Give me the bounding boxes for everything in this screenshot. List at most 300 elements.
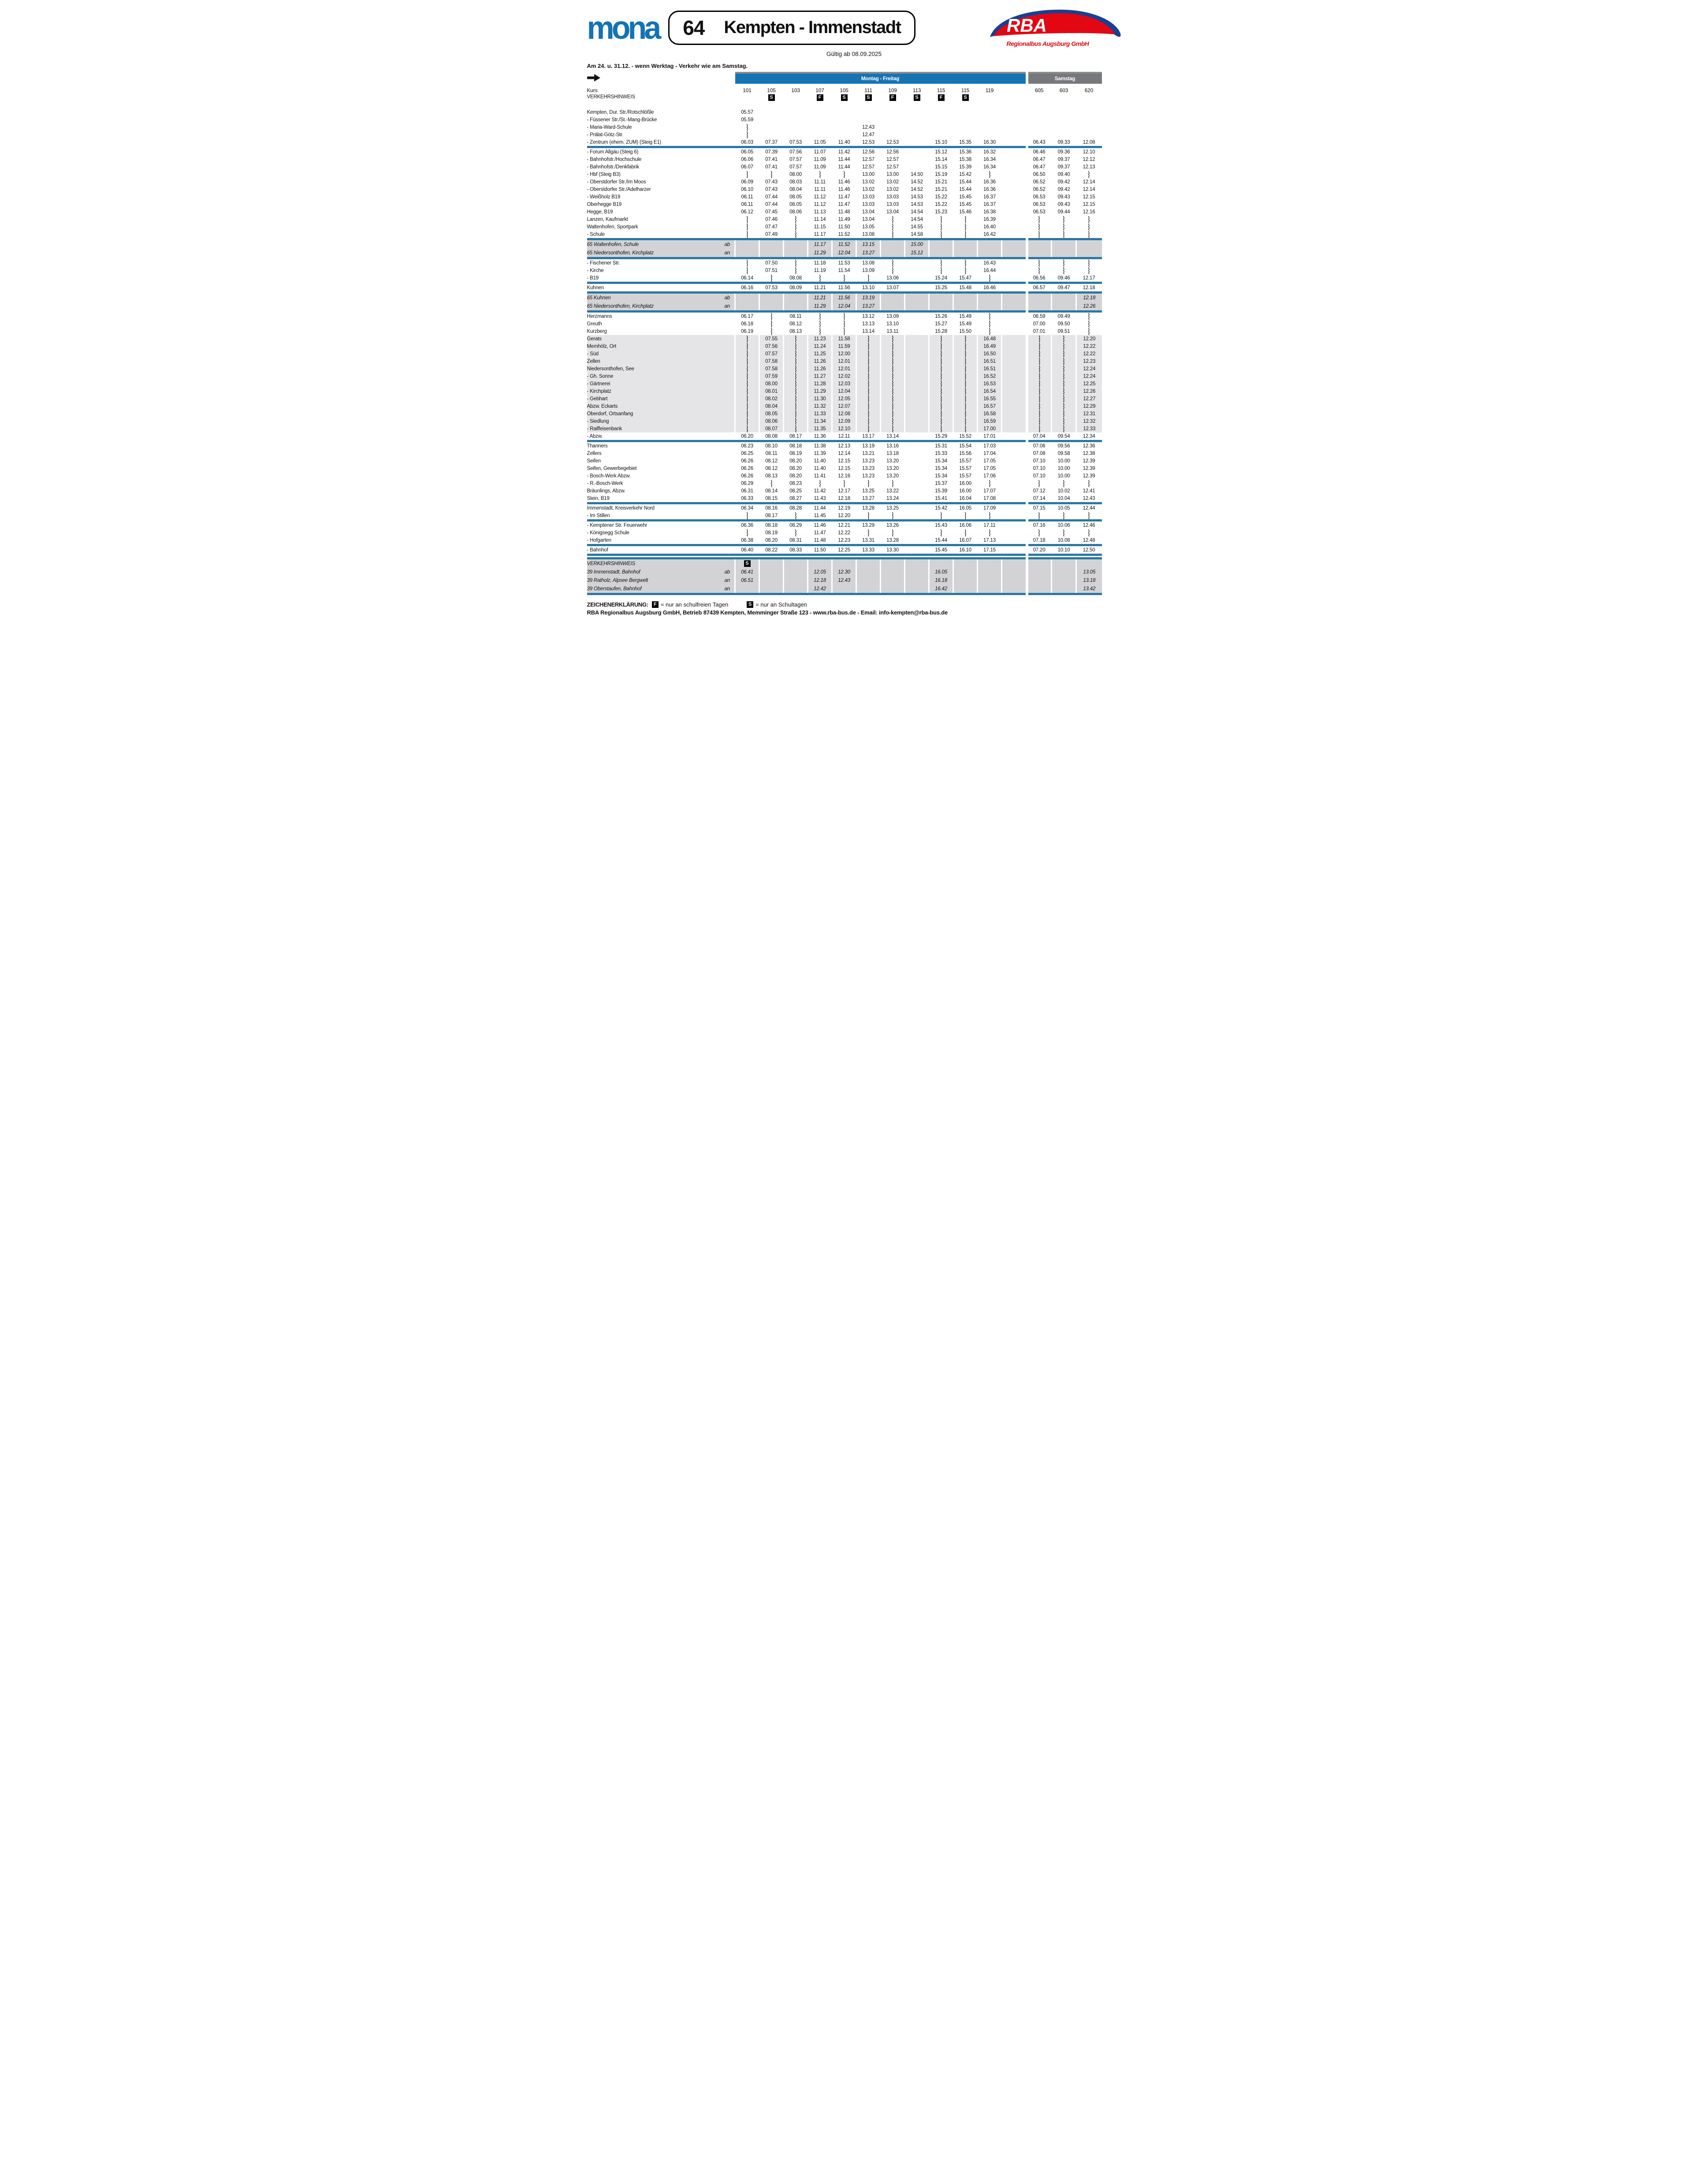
stop-row bbox=[587, 335, 1102, 343]
course-number: 620 bbox=[1084, 87, 1094, 93]
time-value: 07.37 bbox=[765, 139, 778, 145]
spacer-cell bbox=[1002, 480, 1027, 487]
time-cell bbox=[1027, 380, 1052, 387]
time-cell bbox=[856, 559, 881, 568]
time-cell bbox=[929, 259, 953, 267]
time-cell bbox=[929, 529, 953, 536]
time-cell bbox=[929, 123, 953, 131]
stop-row bbox=[587, 504, 1102, 512]
time-cell bbox=[978, 480, 1002, 487]
time-value: 11.45 bbox=[814, 513, 826, 518]
time-value: 11.30 bbox=[814, 396, 826, 402]
time-cell bbox=[735, 395, 759, 402]
time-value: 07.49 bbox=[765, 231, 778, 237]
time-cell bbox=[784, 372, 808, 380]
time-cell bbox=[953, 193, 978, 201]
time-cell bbox=[953, 512, 978, 519]
time-cell bbox=[735, 380, 759, 387]
skip-stop-icon bbox=[891, 231, 894, 238]
spacer-cell bbox=[1002, 208, 1027, 216]
time-cell bbox=[1027, 156, 1052, 163]
time-cell bbox=[832, 504, 856, 512]
stop-name: - Maria-Ward-Schule bbox=[587, 124, 632, 130]
skip-stop-icon bbox=[794, 410, 797, 417]
time-value: 13.11 bbox=[886, 328, 899, 334]
time-value: 09.42 bbox=[1057, 179, 1070, 185]
time-value: 15.12 bbox=[911, 250, 923, 256]
time-cell bbox=[1076, 472, 1102, 480]
time-cell bbox=[808, 284, 832, 291]
time-cell bbox=[735, 148, 759, 156]
time-cell bbox=[856, 335, 881, 343]
time-value: 07.41 bbox=[765, 164, 778, 170]
skip-stop-icon bbox=[891, 343, 894, 350]
time-value: 15.45 bbox=[935, 547, 947, 553]
time-cell bbox=[1027, 512, 1052, 519]
time-cell bbox=[881, 320, 905, 328]
time-value: 15.42 bbox=[959, 171, 971, 177]
time-cell bbox=[1076, 116, 1102, 123]
time-cell bbox=[953, 380, 978, 387]
time-cell bbox=[1076, 193, 1102, 201]
monday-friday-bar: Montag - Freitag bbox=[735, 73, 1027, 84]
time-value: 08.11 bbox=[765, 451, 778, 456]
time-cell bbox=[905, 178, 929, 186]
time-value: 08.03 bbox=[789, 179, 802, 185]
time-cell bbox=[832, 585, 856, 593]
time-value: 11.52 bbox=[838, 231, 850, 237]
time-cell bbox=[905, 536, 929, 544]
time-value: 16.05 bbox=[959, 505, 971, 511]
time-value: 12.57 bbox=[862, 164, 874, 170]
time-cell bbox=[1052, 294, 1076, 302]
stop-row bbox=[587, 259, 1102, 267]
stop-name: - Schule bbox=[587, 231, 605, 237]
course-symbol-cell bbox=[881, 93, 905, 108]
time-value: 17.05 bbox=[983, 458, 996, 464]
time-cell bbox=[881, 131, 905, 138]
time-cell bbox=[759, 372, 784, 380]
time-cell bbox=[784, 249, 808, 257]
time-cell bbox=[832, 201, 856, 208]
time-value: 12.12 bbox=[1083, 156, 1095, 162]
time-value: 12.17 bbox=[838, 488, 850, 494]
time-cell bbox=[856, 343, 881, 350]
stop-name-cell bbox=[587, 395, 735, 402]
time-cell bbox=[1052, 267, 1076, 274]
time-value: 12.01 bbox=[838, 358, 850, 364]
time-cell bbox=[978, 284, 1002, 291]
time-cell bbox=[832, 357, 856, 365]
time-cell bbox=[1052, 123, 1076, 131]
time-value: 11.39 bbox=[814, 451, 826, 456]
spacer-cell bbox=[1002, 521, 1027, 529]
skip-stop-icon bbox=[891, 395, 894, 402]
time-value: 13.18 bbox=[1083, 577, 1096, 583]
time-cell bbox=[759, 138, 784, 146]
time-cell bbox=[856, 585, 881, 593]
time-cell bbox=[832, 350, 856, 357]
time-value: 14.53 bbox=[911, 194, 923, 200]
time-cell bbox=[784, 568, 808, 576]
time-cell bbox=[1052, 156, 1076, 163]
skip-stop-icon bbox=[988, 480, 991, 487]
time-cell bbox=[856, 240, 881, 249]
time-value: 16.54 bbox=[983, 388, 996, 394]
time-cell bbox=[832, 284, 856, 291]
time-cell bbox=[759, 320, 784, 328]
time-cell bbox=[1076, 249, 1102, 257]
time-cell bbox=[905, 529, 929, 536]
time-value: 16.37 bbox=[983, 201, 996, 207]
time-value: 06.20 bbox=[741, 433, 753, 439]
stop-name-cell bbox=[587, 274, 735, 282]
time-cell bbox=[929, 284, 953, 291]
time-value: 11.54 bbox=[838, 268, 850, 273]
time-value: 11.29 bbox=[814, 303, 826, 309]
time-cell bbox=[808, 559, 832, 568]
time-value: 15.34 bbox=[935, 458, 947, 464]
stop-name: - Hofgarten bbox=[587, 537, 611, 543]
time-cell bbox=[978, 302, 1002, 310]
stop-name-cell bbox=[587, 343, 735, 350]
time-value: 12.15 bbox=[1083, 201, 1095, 207]
stop-name-cell bbox=[587, 457, 735, 465]
time-cell bbox=[881, 504, 905, 512]
time-cell bbox=[905, 410, 929, 417]
stop-row bbox=[587, 425, 1102, 432]
time-cell bbox=[856, 208, 881, 216]
time-cell bbox=[978, 249, 1002, 257]
time-value: 15.23 bbox=[935, 209, 947, 215]
time-value: 12.20 bbox=[1083, 336, 1096, 342]
skip-stop-icon bbox=[891, 418, 894, 425]
time-cell bbox=[808, 335, 832, 343]
time-cell bbox=[978, 442, 1002, 450]
time-cell bbox=[953, 480, 978, 487]
stop-name-cell bbox=[587, 512, 735, 519]
time-cell bbox=[953, 249, 978, 257]
time-cell bbox=[929, 343, 953, 350]
time-cell bbox=[759, 249, 784, 257]
rba-subtitle: Regionalbus Augsburg GmbH bbox=[1006, 40, 1089, 47]
time-cell bbox=[832, 163, 856, 171]
time-value: 11.29 bbox=[814, 388, 826, 394]
time-cell bbox=[1052, 201, 1076, 208]
time-cell bbox=[832, 267, 856, 274]
time-cell bbox=[759, 328, 784, 335]
stop-name: Oberhegge B19 bbox=[587, 201, 622, 207]
time-value: 14.52 bbox=[911, 186, 923, 192]
time-cell bbox=[759, 116, 784, 123]
time-cell bbox=[978, 231, 1002, 238]
time-cell bbox=[978, 559, 1002, 568]
spacer-cell bbox=[1002, 335, 1027, 343]
time-cell bbox=[735, 186, 759, 193]
stop-name-cell bbox=[587, 521, 735, 529]
time-cell bbox=[759, 410, 784, 417]
stop-name: - B19 bbox=[587, 275, 599, 281]
skip-stop-icon bbox=[746, 365, 749, 372]
time-cell bbox=[832, 372, 856, 380]
time-value: 11.40 bbox=[814, 458, 826, 464]
time-cell bbox=[735, 350, 759, 357]
time-value: 06.50 bbox=[1033, 171, 1046, 177]
time-cell bbox=[832, 123, 856, 131]
time-value: 15.57 bbox=[959, 465, 971, 471]
time-cell bbox=[832, 335, 856, 343]
time-cell bbox=[808, 395, 832, 402]
time-value: 09.37 bbox=[1057, 156, 1070, 162]
course-symbol-cell bbox=[905, 93, 929, 108]
time-value: 11.46 bbox=[838, 186, 850, 192]
stop-name: - Gebhart bbox=[587, 396, 608, 402]
time-cell bbox=[784, 442, 808, 450]
skip-stop-icon bbox=[940, 395, 943, 402]
time-cell bbox=[881, 495, 905, 502]
time-cell bbox=[1052, 546, 1076, 554]
time-value: 12.20 bbox=[838, 513, 850, 518]
stop-name-cell bbox=[587, 193, 735, 201]
time-value: 07.10 bbox=[1033, 465, 1046, 471]
time-value: 16.51 bbox=[983, 366, 996, 372]
time-cell bbox=[808, 380, 832, 387]
time-value: 11.47 bbox=[814, 530, 826, 536]
time-cell bbox=[905, 402, 929, 410]
time-cell bbox=[905, 559, 929, 568]
time-cell bbox=[1076, 131, 1102, 138]
time-cell bbox=[881, 223, 905, 231]
time-cell bbox=[978, 240, 1002, 249]
time-cell bbox=[735, 450, 759, 457]
skip-stop-icon bbox=[819, 328, 822, 335]
skip-stop-icon bbox=[891, 365, 894, 372]
time-cell bbox=[953, 138, 978, 146]
time-cell bbox=[881, 546, 905, 554]
time-cell bbox=[808, 223, 832, 231]
time-value: 13.09 bbox=[886, 313, 899, 319]
time-cell bbox=[929, 536, 953, 544]
course-number: 107 bbox=[815, 87, 824, 93]
course-symbol-badge: F bbox=[938, 94, 945, 101]
course-symbol-badge: S bbox=[865, 94, 872, 101]
time-value: 06.14 bbox=[741, 275, 753, 281]
skip-stop-icon bbox=[867, 403, 870, 410]
time-cell bbox=[856, 487, 881, 495]
time-value: 15.22 bbox=[935, 194, 947, 200]
time-value: 13.27 bbox=[862, 250, 874, 256]
time-value: 06.36 bbox=[741, 522, 753, 528]
time-cell bbox=[784, 131, 808, 138]
time-cell bbox=[856, 432, 881, 440]
stop-name: Zellers bbox=[587, 451, 602, 456]
course-symbol-badge: S bbox=[914, 94, 920, 101]
time-cell bbox=[929, 186, 953, 193]
skip-stop-icon bbox=[940, 343, 943, 350]
time-cell bbox=[905, 267, 929, 274]
time-cell bbox=[953, 171, 978, 178]
time-cell bbox=[1052, 495, 1076, 502]
stop-name: 39 Immenstadt, Bahnhof bbox=[587, 569, 640, 575]
time-value: 12.15 bbox=[838, 458, 850, 464]
stop-row bbox=[587, 395, 1102, 402]
time-cell bbox=[881, 335, 905, 343]
time-cell bbox=[929, 267, 953, 274]
time-value: 12.14 bbox=[1083, 186, 1095, 192]
stop-name: - Kirche bbox=[587, 268, 604, 273]
time-cell bbox=[905, 116, 929, 123]
stop-row bbox=[587, 450, 1102, 457]
time-value: 16.48 bbox=[983, 336, 996, 342]
time-value: 16.34 bbox=[983, 164, 996, 170]
time-value: 14.53 bbox=[911, 201, 923, 207]
time-cell bbox=[759, 163, 784, 171]
stop-name-cell bbox=[587, 380, 735, 387]
skip-stop-icon bbox=[867, 373, 870, 380]
time-cell bbox=[978, 328, 1002, 335]
time-cell bbox=[929, 480, 953, 487]
time-value: 08.19 bbox=[765, 530, 778, 536]
time-value: 15.56 bbox=[959, 451, 971, 456]
time-cell bbox=[784, 294, 808, 302]
time-cell bbox=[881, 284, 905, 291]
time-cell bbox=[881, 294, 905, 302]
time-value: 12.38 bbox=[1083, 451, 1095, 456]
time-cell bbox=[929, 372, 953, 380]
time-value: 12.31 bbox=[1083, 411, 1096, 417]
time-value: 06.29 bbox=[741, 480, 753, 486]
time-cell bbox=[929, 335, 953, 343]
stop-name-cell bbox=[587, 328, 735, 335]
time-cell bbox=[1027, 442, 1052, 450]
time-cell bbox=[881, 116, 905, 123]
time-cell bbox=[1052, 186, 1076, 193]
time-cell bbox=[1027, 193, 1052, 201]
course-number: 111 bbox=[864, 87, 872, 93]
time-value: 16.36 bbox=[983, 179, 996, 185]
time-value: 16.57 bbox=[983, 403, 996, 409]
time-value: 13.02 bbox=[886, 179, 899, 185]
time-value: 16.30 bbox=[983, 139, 996, 145]
time-value: 13.28 bbox=[862, 505, 874, 511]
time-value: 17.15 bbox=[983, 547, 996, 553]
time-value: 07.43 bbox=[765, 186, 778, 192]
skip-stop-icon bbox=[964, 373, 967, 380]
time-cell bbox=[808, 259, 832, 267]
time-value: 16.05 bbox=[935, 569, 947, 575]
stop-name-cell bbox=[587, 163, 735, 171]
skip-stop-icon bbox=[964, 223, 967, 231]
time-cell bbox=[735, 163, 759, 171]
stop-name: - Siedlung bbox=[587, 418, 609, 424]
skip-stop-icon bbox=[964, 358, 967, 365]
time-cell bbox=[808, 201, 832, 208]
time-cell bbox=[953, 457, 978, 465]
stop-row bbox=[587, 302, 1102, 310]
time-cell bbox=[832, 274, 856, 282]
time-cell bbox=[1027, 425, 1052, 432]
skip-stop-icon bbox=[1062, 260, 1065, 267]
time-cell bbox=[881, 425, 905, 432]
stop-name-cell bbox=[587, 138, 735, 146]
time-value: 17.09 bbox=[983, 505, 996, 511]
time-cell bbox=[905, 425, 929, 432]
time-cell bbox=[978, 576, 1002, 585]
skip-stop-icon bbox=[940, 529, 943, 536]
time-value: 12.17 bbox=[1083, 275, 1095, 281]
course-number-row bbox=[587, 84, 1102, 93]
time-value: 12.09 bbox=[838, 418, 850, 424]
time-cell bbox=[1027, 472, 1052, 480]
time-cell bbox=[881, 123, 905, 131]
time-cell bbox=[1076, 163, 1102, 171]
time-value: 12.24 bbox=[1083, 366, 1096, 372]
time-value: 11.48 bbox=[814, 537, 826, 543]
time-value: 07.59 bbox=[765, 373, 778, 379]
stop-name: 65 Kuhnen bbox=[587, 295, 611, 301]
time-cell bbox=[1027, 495, 1052, 502]
time-cell bbox=[1027, 148, 1052, 156]
time-cell bbox=[929, 294, 953, 302]
stop-row bbox=[587, 536, 1102, 544]
time-cell bbox=[905, 343, 929, 350]
time-value: 13.28 bbox=[886, 537, 899, 543]
skip-stop-icon bbox=[1062, 373, 1065, 380]
skip-stop-icon bbox=[819, 171, 822, 178]
time-cell bbox=[953, 223, 978, 231]
time-cell bbox=[978, 208, 1002, 216]
time-cell bbox=[929, 138, 953, 146]
time-cell bbox=[759, 343, 784, 350]
time-cell bbox=[881, 387, 905, 395]
time-cell bbox=[1027, 529, 1052, 536]
time-cell bbox=[735, 495, 759, 502]
time-value: 08.31 bbox=[789, 537, 802, 543]
time-value: 13.26 bbox=[886, 522, 899, 528]
time-cell bbox=[978, 171, 1002, 178]
skip-stop-icon bbox=[964, 425, 967, 432]
time-cell bbox=[953, 163, 978, 171]
time-cell bbox=[905, 457, 929, 465]
time-cell bbox=[978, 568, 1002, 576]
time-value: 12.13 bbox=[1083, 164, 1095, 170]
time-value: 12.01 bbox=[838, 366, 850, 372]
time-value: 12.29 bbox=[1083, 403, 1096, 409]
skip-stop-icon bbox=[891, 260, 894, 267]
stop-name-cell bbox=[587, 472, 735, 480]
route-title: Kempten - Immenstadt bbox=[724, 18, 901, 37]
skip-stop-icon bbox=[1038, 425, 1041, 432]
time-cell bbox=[1052, 240, 1076, 249]
time-cell bbox=[1027, 417, 1052, 425]
stop-row bbox=[587, 163, 1102, 171]
time-value: 15.27 bbox=[935, 321, 947, 327]
time-cell bbox=[1052, 512, 1076, 519]
time-value: 12.00 bbox=[838, 351, 850, 357]
stop-name-cell bbox=[587, 208, 735, 216]
time-cell bbox=[953, 186, 978, 193]
time-cell bbox=[735, 410, 759, 417]
course-number: 103 bbox=[791, 87, 800, 93]
time-cell bbox=[759, 546, 784, 554]
time-cell bbox=[832, 568, 856, 576]
time-value: 15.41 bbox=[935, 495, 947, 501]
time-value: 06.41 bbox=[741, 569, 753, 575]
spacer-cell bbox=[1002, 108, 1027, 116]
time-value: 06.17 bbox=[741, 313, 753, 319]
time-value: 15.39 bbox=[935, 488, 947, 494]
time-value: 11.05 bbox=[814, 139, 826, 145]
